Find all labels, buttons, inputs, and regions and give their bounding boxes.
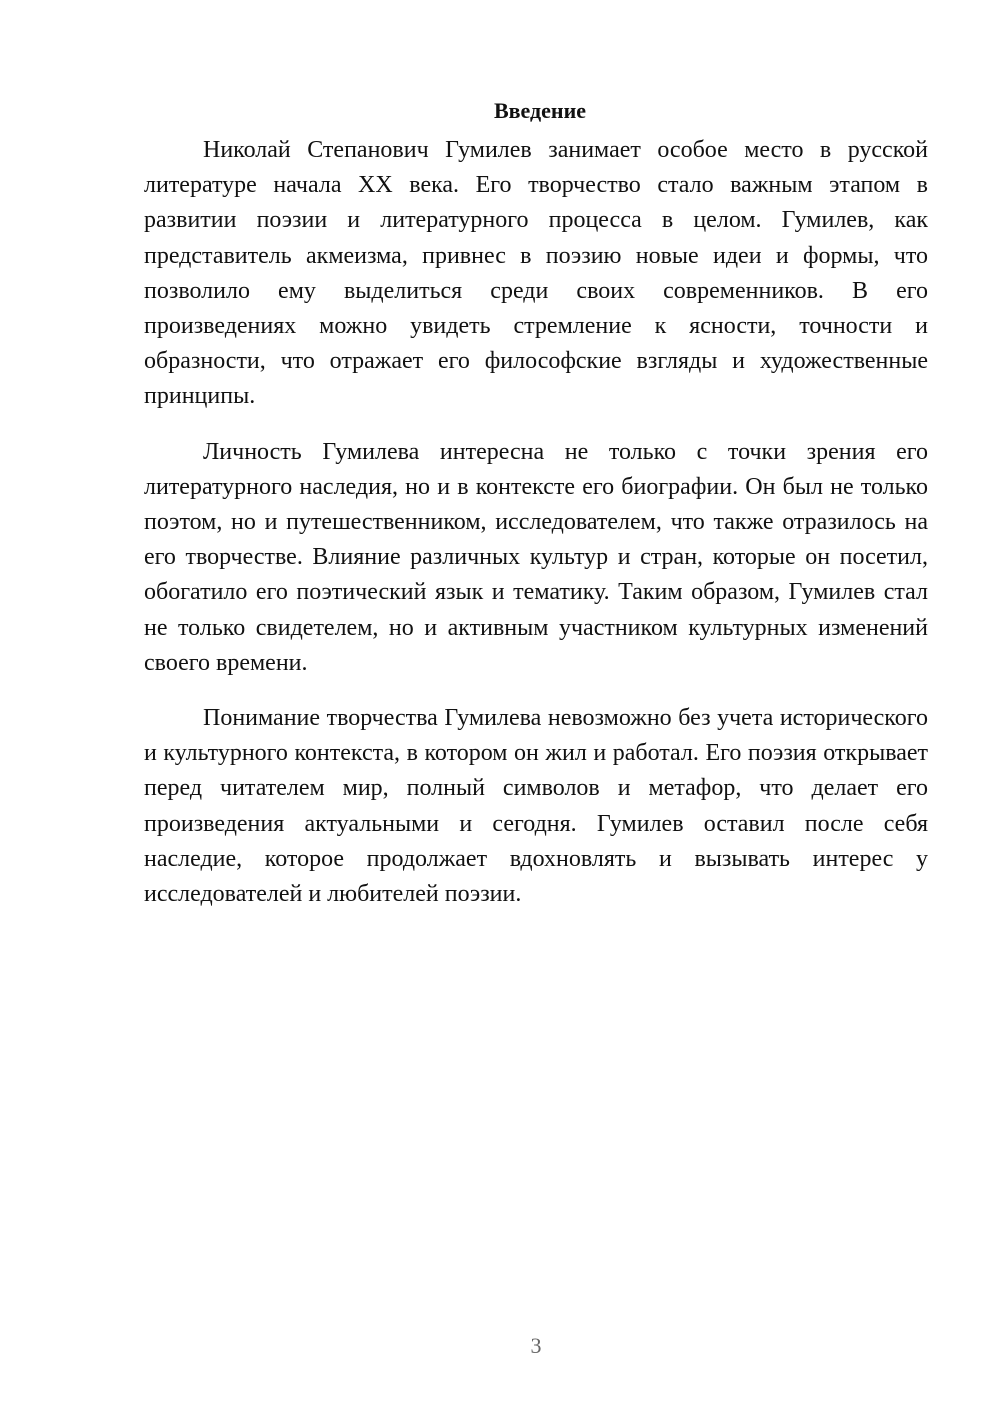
paragraph-2: Личность Гумилева интересна не только с точки зрения его литературного наследия, но и в контексте его биографии. Он был не только поэтом, но и путешественником, исследователем, что также отразилось на его творчестве. Влияние различных культур и стран, которые он посетил, обогатило его поэтический язык и тематику. Таким образом, Гумилев стал не только свидетелем, но и активным участником культурных изменений своего времени. xyxy=(144,438,928,676)
page-number: 3 xyxy=(530,1333,542,1358)
section-heading: Введение xyxy=(493,98,587,123)
paragraph-1: Николай Степанович Гумилев занимает особое место в русской литературе начала XX века. Его творчество стало важным этапом в развитии поэзии и литературного процесса в целом. Гумилев, как представитель акмеизма, привнес в поэзию новые идеи и формы, что позволило ему выделиться среди своих современников. В его произведениях можно увидеть стремление к ясности, точности и образности, что отражает его философские взгляды и художественные принципы. xyxy=(144,137,928,410)
paragraph-3: Понимание творчества Гумилева невозможно без учета исторического и культурного контекста, в котором он жил и работал. Его поэзия открывает перед читателем мир, полный символов и метафор, что делает его произведения актуальными и сегодня. Гумилев оставил после себя наследие, которое продолжает вдохновлять и вызывать интерес у исследователей и любителей поэзии. xyxy=(144,705,928,908)
page-body xyxy=(144,94,928,912)
